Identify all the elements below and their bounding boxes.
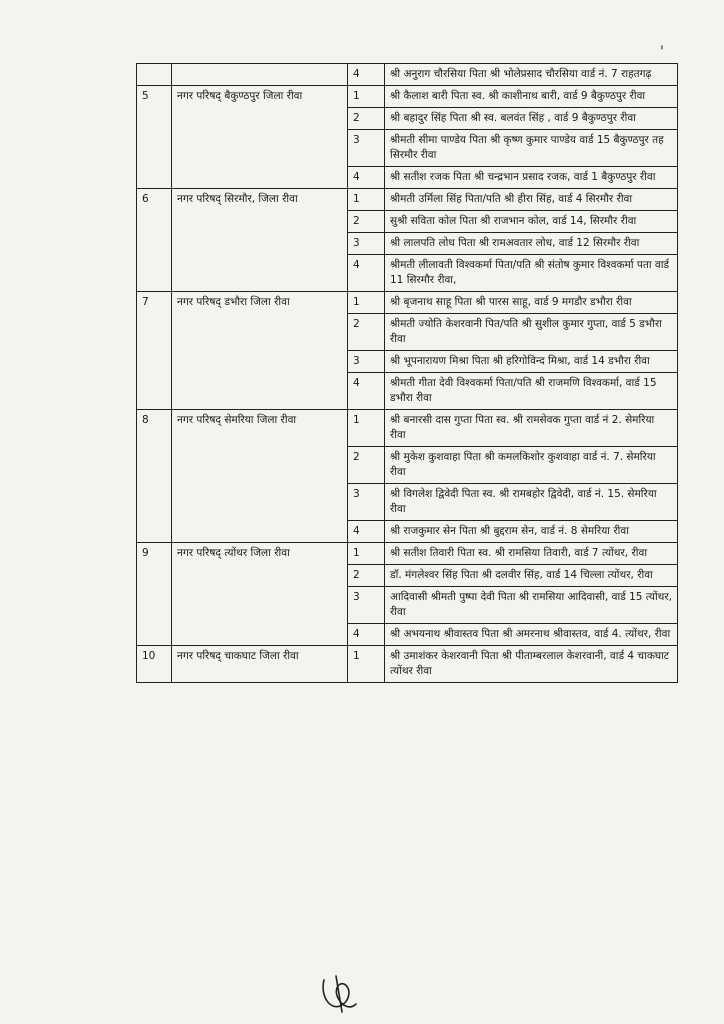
member-name-cell: डॉ. मंगलेश्वर सिंह पिता श्री दलवीर सिंह, वार्ड 14 चिल्ला त्योंथर, रीवा xyxy=(385,565,678,587)
member-number-cell: 4 xyxy=(348,167,385,189)
member-number-cell: 1 xyxy=(348,189,385,211)
table-row xyxy=(137,189,678,211)
member-number-cell: 4 xyxy=(348,64,385,86)
member-name-cell: श्री मुकेश कुशवाहा पिता श्री कमलकिशोर कुशवाहा वार्ड नं. 7. सेमरिया रीवा xyxy=(385,447,678,484)
member-number-cell: 1 xyxy=(348,410,385,447)
nagar-parishad-cell: नगर परिषद् सेमरिया जिला रीवा xyxy=(172,410,348,543)
member-name-cell: श्री उमाशंकर केशरवानी पिता श्री पीताम्बरलाल केशरवानी, वार्ड 4 चाकघाट त्योंथर रीवा xyxy=(385,646,678,683)
nagar-parishad-cell: नगर परिषद् डभौरा जिला रीवा xyxy=(172,292,348,410)
serial-number-cell: 10 xyxy=(137,646,172,683)
member-name-cell: श्रीमती लीलावती विश्वकर्मा पिता/पति श्री संतोष कुमार विश्वकर्मा पता वार्ड 11 सिरमौर रीवा, xyxy=(385,255,678,292)
member-number-cell: 3 xyxy=(348,351,385,373)
serial-number-cell xyxy=(137,64,172,86)
table-row xyxy=(137,410,678,447)
member-name-cell: श्री लालपति लोध पिता श्री रामअवतार लोध, वार्ड 12 सिरमौर रीवा xyxy=(385,233,678,255)
nagar-parishad-cell: नगर परिषद् बैकुण्ठपुर जिला रीवा xyxy=(172,86,348,189)
member-number-cell: 2 xyxy=(348,565,385,587)
table-row xyxy=(137,86,678,108)
member-name-cell: श्री कैलाश बारी पिता स्व. श्री काशीनाथ बारी, वार्ड 9 बैकुण्ठपुर रीवा xyxy=(385,86,678,108)
member-name-cell: श्रीमती ज्योति केशरवानी पित/पति श्री सुशील कुमार गुप्ता, वार्ड 5 डभौरा रीवा xyxy=(385,314,678,351)
serial-number-cell: 8 xyxy=(137,410,172,543)
table-row xyxy=(137,543,678,565)
table-row xyxy=(137,292,678,314)
serial-number-cell: 6 xyxy=(137,189,172,292)
member-number-cell: 4 xyxy=(348,521,385,543)
nagar-parishad-cell: नगर परिषद् चाकघाट जिला रीवा xyxy=(172,646,348,683)
member-name-cell: श्री अनुराग चौरसिया पिता श्री भोलेप्रसाद चौरसिया वार्ड नं. 7 राहतगढ़ xyxy=(385,64,678,86)
serial-number-cell: 9 xyxy=(137,543,172,646)
signature-mark xyxy=(316,970,362,1016)
member-number-cell: 3 xyxy=(348,130,385,167)
member-name-cell: श्री भूपनारायण मिश्रा पिता श्री हरिगोविन्द मिश्रा, वार्ड 14 डभौरा रीवा xyxy=(385,351,678,373)
serial-number-cell: 7 xyxy=(137,292,172,410)
member-name-cell: श्री बहादुर सिंह पिता श्री स्व. बलवंत सिंह , वार्ड 9 बैकुण्ठपुर रीवा xyxy=(385,108,678,130)
member-list-body xyxy=(137,64,678,683)
nagar-parishad-cell xyxy=(172,64,348,86)
member-number-cell: 4 xyxy=(348,255,385,292)
nagar-parishad-cell: नगर परिषद् त्योंथर जिला रीवा xyxy=(172,543,348,646)
table-row xyxy=(137,64,678,86)
member-number-cell: 3 xyxy=(348,233,385,255)
member-name-cell: श्रीमती उर्मिला सिंह पिता/पति श्री हीरा सिंह, वार्ड 4 सिरमौर रीवा xyxy=(385,189,678,211)
member-number-cell: 4 xyxy=(348,373,385,410)
member-name-cell: श्री बनारसी दास गुप्ता पिता स्व. श्री रामसेवक गुप्ता वार्ड नं 2. सेमरिया रीवा xyxy=(385,410,678,447)
member-name-cell: श्री विगलेश द्विवेदी पिता स्व. श्री रामबहोर द्विवेदी, वार्ड नं. 15. सेमरिया रीवा xyxy=(385,484,678,521)
member-name-cell: श्री सतीश तिवारी पिता स्व. श्री रामसिया तिवारी, वार्ड 7 त्योंथर, रीवा xyxy=(385,543,678,565)
member-number-cell: 2 xyxy=(348,447,385,484)
member-name-cell: श्रीमती गीता देवी विश्वकर्मा पिता/पति श्री राजमणि विश्वकर्मा, वार्ड 15 डभौरा रीवा xyxy=(385,373,678,410)
member-number-cell: 3 xyxy=(348,587,385,624)
member-name-cell: श्री राजकुमार सेन पिता श्री बुद्दराम सेन, वार्ड नं. 8 सेमरिया रीवा xyxy=(385,521,678,543)
member-number-cell: 1 xyxy=(348,292,385,314)
member-list-table xyxy=(136,63,678,683)
member-name-cell: सुश्री सविता कोल पिता श्री राजभान कोल, वार्ड 14, सिरमौर रीवा xyxy=(385,211,678,233)
member-number-cell: 4 xyxy=(348,624,385,646)
member-number-cell: 2 xyxy=(348,314,385,351)
member-number-cell: 2 xyxy=(348,108,385,130)
member-name-cell: श्री अभयनाथ श्रीवास्तव पिता श्री अमरनाथ श्रीवास्तव, वार्ड 4. त्योंथर, रीवा xyxy=(385,624,678,646)
member-number-cell: 1 xyxy=(348,86,385,108)
member-name-cell: श्रीमती सीमा पाण्डेय पिता श्री कृष्ण कुमार पाण्डेय वार्ड 15 बैकुण्ठपुर तह सिरमौर रीवा xyxy=(385,130,678,167)
member-number-cell: 3 xyxy=(348,484,385,521)
member-number-cell: 2 xyxy=(348,211,385,233)
member-number-cell: 1 xyxy=(348,646,385,683)
member-name-cell: आदिवासी श्रीमती पुष्पा देवी पिता श्री रामसिया आदिवासी, वार्ड 15 त्योंथर, रीवा xyxy=(385,587,678,624)
nagar-parishad-cell: नगर परिषद् सिरमौर, जिला रीवा xyxy=(172,189,348,292)
member-name-cell: श्री सतीश रजक पिता श्री चन्द्रभान प्रसाद रजक, वार्ड 1 बैकुण्ठपुर रीवा xyxy=(385,167,678,189)
member-number-cell: 1 xyxy=(348,543,385,565)
table-row xyxy=(137,646,678,683)
page-mark: ' xyxy=(660,44,664,60)
member-name-cell: श्री बृजनाथ साहू पिता श्री पारस साहू, वार्ड 9 मगडौर डभौरा रीवा xyxy=(385,292,678,314)
serial-number-cell: 5 xyxy=(137,86,172,189)
